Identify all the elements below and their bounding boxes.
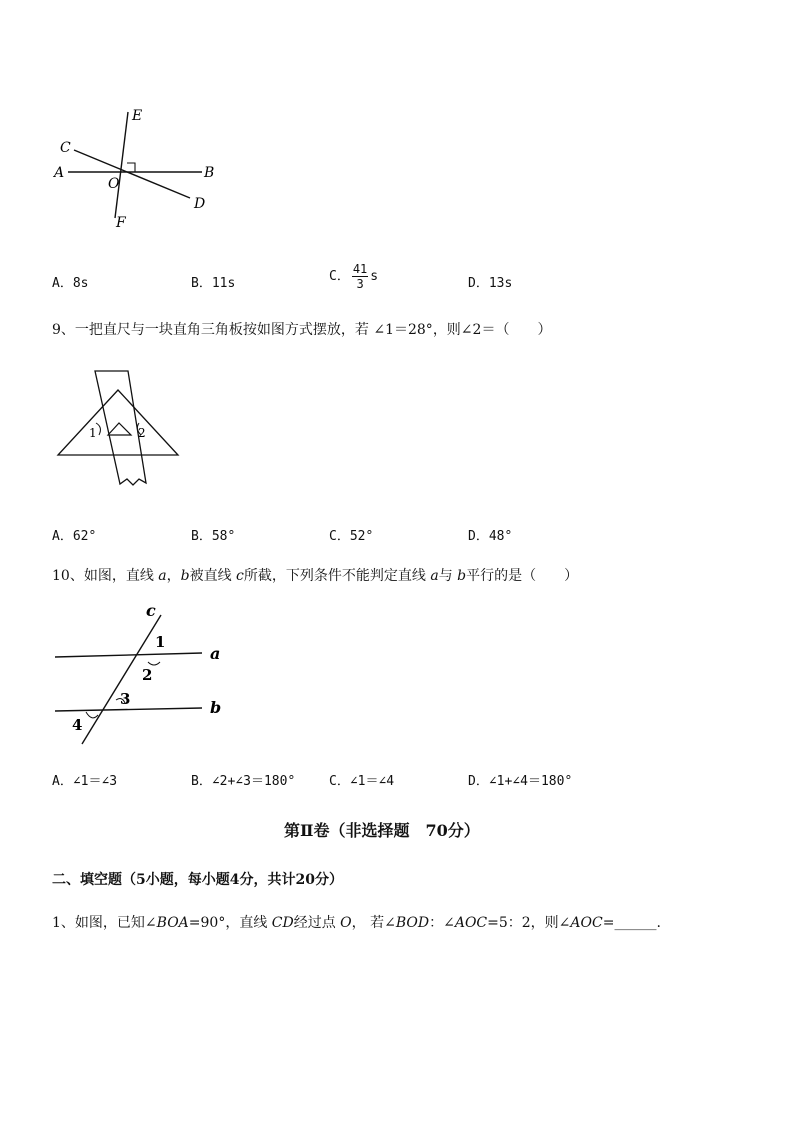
q9-option-b[interactable]: B．58° xyxy=(191,529,236,544)
q10-stem-part3: 被直线 xyxy=(189,568,237,584)
q8-option-c-fraction xyxy=(352,262,368,291)
triangle-outer xyxy=(58,390,178,455)
q10-var-a: a xyxy=(158,568,167,584)
fill1-angle-aoc-2: AOC xyxy=(570,915,603,931)
fill1-angle-boa: BOA xyxy=(156,915,189,931)
part2-title: 第Ⅱ卷（非选择题 70分） xyxy=(284,821,480,840)
q9-stem-prefix: 9、一把直尺与一块直角三角板按如图方式摆放，若 xyxy=(52,322,374,338)
label-angle-1: 1 xyxy=(89,426,97,440)
line-a xyxy=(55,653,202,657)
fill1-angle-bod: BOD xyxy=(395,915,430,931)
fill1-part4: ， 若∠ xyxy=(351,915,396,931)
q8-option-c[interactable] xyxy=(329,262,378,291)
fill1-part1: 1、如图，已知∠ xyxy=(52,915,157,931)
q9-option-a[interactable]: A．62° xyxy=(52,529,97,544)
q8-option-c-prefix: C． xyxy=(329,269,350,284)
q10-stem-part5: 与 xyxy=(438,568,458,584)
q9-option-c[interactable]: C．52° xyxy=(329,529,374,544)
q10-option-b[interactable]: B．∠2+∠3＝180° xyxy=(191,774,296,789)
fill1-point-o: O xyxy=(340,915,352,931)
label-o: O xyxy=(108,176,120,192)
label-b: B xyxy=(204,165,215,181)
fraction-numerator: 41 xyxy=(352,262,368,276)
line-cd xyxy=(74,150,190,198)
label-c: C xyxy=(60,140,71,156)
q10-stem-part6: 平行的是（ ） xyxy=(466,568,579,584)
q9-stem-suffix: ，则∠2＝（ ） xyxy=(432,322,552,338)
fill1-line-cd: CD xyxy=(271,915,294,931)
q10-var-b2: b xyxy=(457,568,467,584)
q8-option-d[interactable]: D．13s xyxy=(468,276,513,291)
q9-stem xyxy=(52,319,551,339)
q10-option-d[interactable]: D．∠1+∠4＝180° xyxy=(468,774,573,789)
q10-var-b: b xyxy=(180,568,190,584)
angle-2-arc xyxy=(148,662,160,665)
q8-figure xyxy=(50,100,230,240)
q10-var-a2: a xyxy=(430,568,439,584)
q10-option-c[interactable]: C．∠1＝∠4 xyxy=(329,774,395,789)
label-line-b: b xyxy=(210,698,222,717)
q10-option-a[interactable]: A．∠1＝∠3 xyxy=(52,774,118,789)
label-line-a: a xyxy=(210,644,221,663)
fill1-angle-aoc: AOC xyxy=(454,915,488,931)
angle-4-arc xyxy=(86,712,98,718)
fraction-denominator: 3 xyxy=(356,277,364,291)
label-a: A xyxy=(54,165,65,181)
label-angle-2: 2 xyxy=(142,666,153,684)
label-angle-2: 2 xyxy=(138,426,146,440)
q9-figure xyxy=(55,365,185,495)
section2-heading: 二、填空题（5小题，每小题4分，共计20分） xyxy=(52,872,343,888)
q8-option-c-unit: s xyxy=(370,269,379,284)
q9-given-angle: ∠1＝28° xyxy=(373,322,433,338)
fill1-part6: =5：2，则∠ xyxy=(487,915,571,931)
q10-figure xyxy=(50,600,230,750)
fill1-part5: ：∠ xyxy=(429,915,455,931)
label-f: F xyxy=(116,215,126,231)
fill1-part3: 经过点 xyxy=(293,915,341,931)
line-ef xyxy=(115,112,128,218)
right-angle-mark xyxy=(127,163,135,172)
q8-option-b[interactable]: B．11s xyxy=(191,276,236,291)
label-line-c: c xyxy=(146,601,156,620)
fill-question-1 xyxy=(52,912,661,932)
fill1-answer-blank[interactable]: =______. xyxy=(602,915,661,931)
label-e: E xyxy=(132,108,143,124)
q9-option-d[interactable]: D．48° xyxy=(468,529,513,544)
q8-option-a[interactable]: A．8s xyxy=(52,276,89,291)
line-b xyxy=(55,708,202,711)
q10-stem-part4: 所截，下列条件不能判定直线 xyxy=(243,568,431,584)
q10-stem-part1: 10、如图，直线 xyxy=(52,568,159,584)
q10-var-c: c xyxy=(236,568,244,584)
label-angle-3: 3 xyxy=(120,690,131,708)
fill1-part2: =90°，直线 xyxy=(188,915,272,931)
label-d: D xyxy=(194,196,206,212)
label-angle-4: 4 xyxy=(72,716,83,734)
q10-stem-part2: ， xyxy=(166,568,181,584)
label-angle-1: 1 xyxy=(155,633,166,651)
q10-stem xyxy=(52,565,578,585)
